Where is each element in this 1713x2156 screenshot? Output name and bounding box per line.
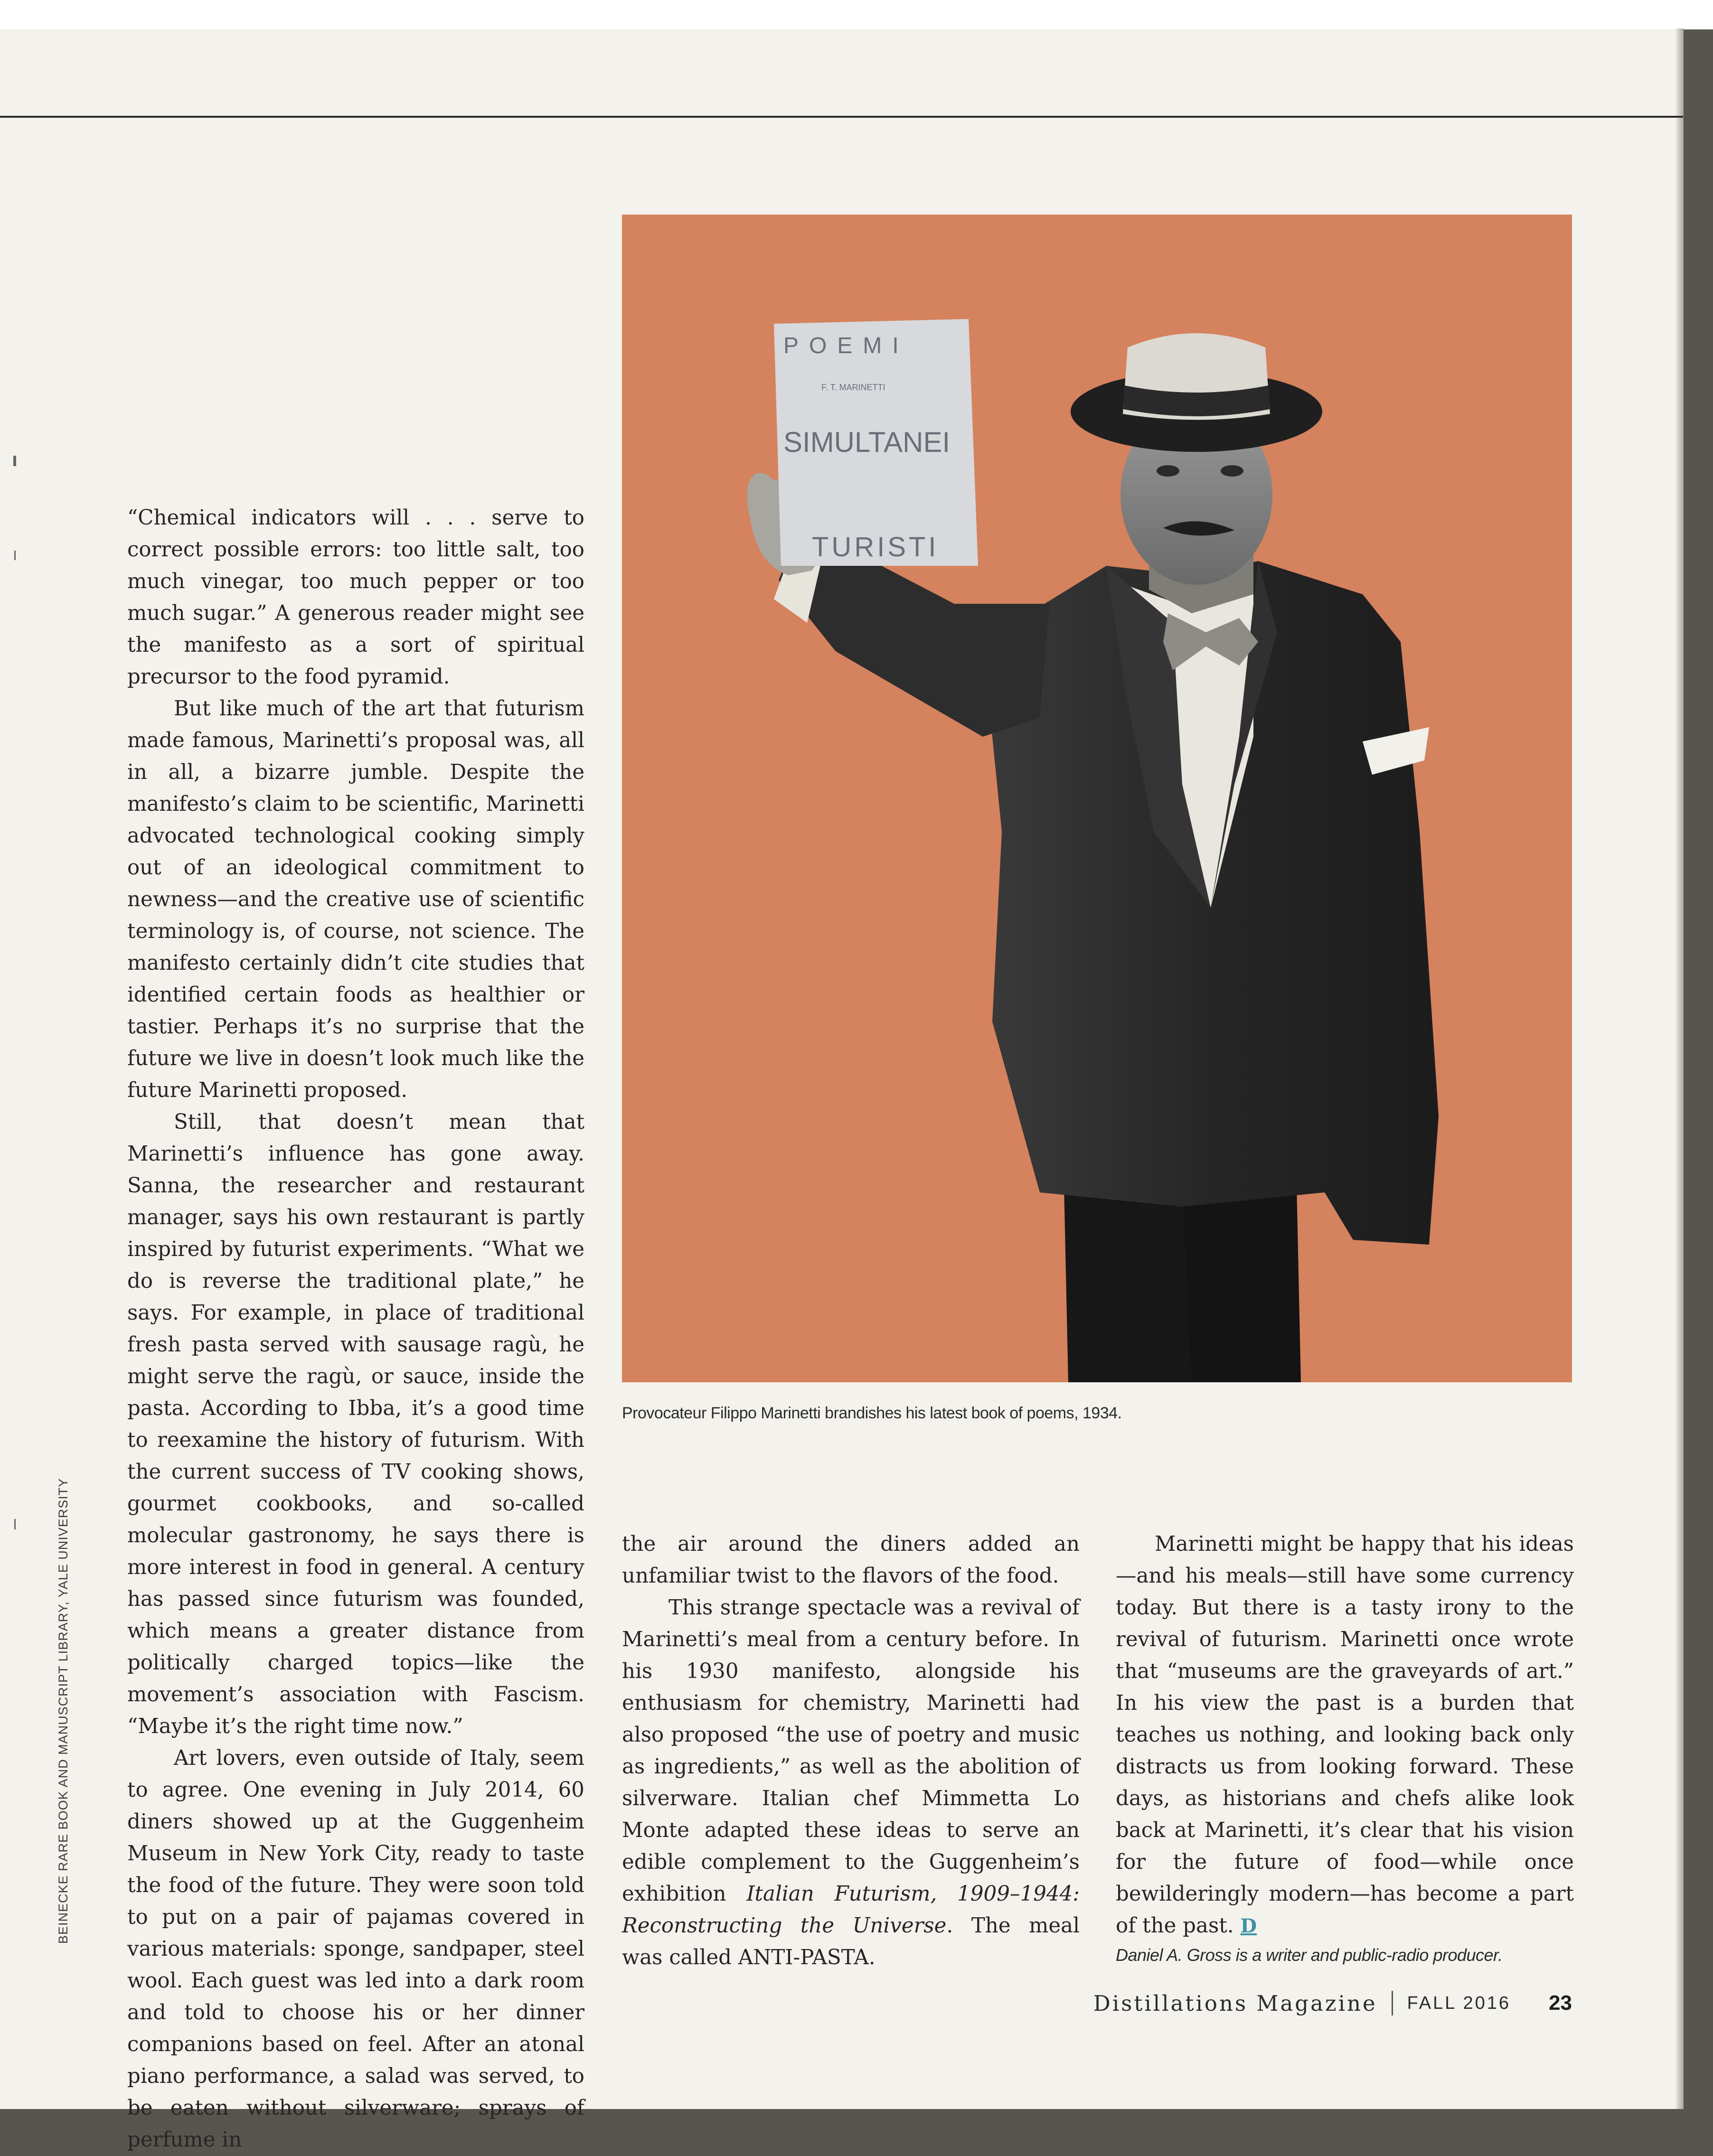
paragraph: “Chemical indicators will . . . serve to correct possible errors: too little salt, too much vinegar, too much pepper or too much sugar.” A generous reader might see the manifesto as a sort of spiritual precursor to the food pyramid. — [127, 506, 584, 689]
magazine-name: Distillations Magazine — [1093, 1990, 1377, 2016]
binding-mark — [14, 1519, 16, 1529]
book-title-simultanei: SIMULTANEI — [783, 426, 951, 458]
page-number: 23 — [1549, 1991, 1572, 2015]
paragraph: the air around the diners added an unfamiliar twist to the flavors of the food. — [622, 1532, 1080, 1588]
paragraph: This strange spectacle was a revival of Marinetti’s meal from a century before. In his 1930 manifesto, alongside his enthusiasm for chemistry, Marinetti had also proposed “the use of poetry and music as ingredients,” as well as the abolition of silverware. Italian chef Mimmetta Lo Monte adapted these ideas to serve an edible complement to the Guggenheim’s exhibition Italian Futurism, 1909–1944: Reconstructing the Universe. The meal was called ANTI-PASTA. — [622, 1596, 1080, 1969]
end-mark-icon: D — [1240, 1915, 1257, 1937]
marinetti-photo — [622, 215, 1572, 1382]
footer-divider — [1392, 1991, 1393, 2015]
book-cover — [774, 319, 978, 566]
binding-mark — [14, 551, 16, 560]
paragraph: Marinetti might be happy that his ideas—and his meals—still have some currency today. But there is a tasty irony to the revival of futurism. Marinetti once wrote that “museums are the graveyards of art.” In his view the past is a burden that teaches us nothing, and looking back only distracts us from looking forward. These days, as historians and chefs alike look back at Marinetti, it’s clear that his vision for the future of food—while once bewilderingly modern—has become a part of the past. D — [1116, 1532, 1574, 1938]
issue-label: FALL 2016 — [1407, 1993, 1511, 2013]
page-edge — [1676, 28, 1684, 2109]
photo-illustration — [622, 215, 1572, 1382]
exhibition-title: Italian Futurism, 1909–1944: Reconstructing the Universe — [622, 1882, 1080, 1938]
binding-mark — [13, 456, 16, 466]
photo-credit: BEINECKE RARE BOOK AND MANUSCRIPT LIBRARY, YALE UNIVERSITY — [56, 1478, 70, 1944]
article-column-3 — [1116, 1528, 1574, 1968]
author-byline: Daniel A. Gross is a writer and public-radio producer. — [1116, 1945, 1503, 1965]
book-title-futuristi: TURISTI — [812, 532, 939, 562]
book-author: F. T. MARINETTI — [821, 383, 885, 392]
article-column-1 — [127, 502, 584, 2156]
book-title-poemi: POEMI — [783, 333, 909, 358]
scan-top-margin — [0, 0, 1713, 29]
paragraph: Art lovers, even outside of Italy, seem to agree. One evening in July 2014, 60 diners showed up at the Guggenheim Museum in New York City, ready to taste the food of the future. They were soon told to put on a pair of pajamas covered in various materials: sponge, sandpaper, steel wool. Each guest was led into a dark room and told to choose his or her dinner companions based on feel. After an atonal piano performance, a salad was served, to be eaten without silverware; sprays of perfume in — [127, 1746, 584, 2152]
paragraph: But like much of the art that futurism made famous, Marinetti’s proposal was, all in all, a bizarre jumble. Despite the manifesto’s claim to be scientific, Marinetti advocated technological cooking simply out of an ideological commitment to newness—and the creative use of scientific terminology is, of course, not science. The manifesto certainly didn’t cite studies that identified certain foods as healthier or tastier. Perhaps it’s no surprise that the future we live in doesn’t look much like the future Marinetti proposed. — [127, 697, 584, 1102]
page-footer — [1092, 1989, 1572, 2017]
paragraph: Still, that doesn’t mean that Marinetti’s influence has gone away. Sanna, the researcher and restaurant manager, says his own restaurant is partly inspired by futurist experiments. “What we do is reverse the traditional plate,” he says. For example, in place of traditional fresh pasta served with sausage ragù, he might serve the ragù, or sauce, inside the pasta. According to Ibba, it’s a good time to reexamine the history of futurism. With the current success of TV cooking shows, gourmet cookbooks, and so-called molecular gastronomy, he says there is more interest in food in general. A century has passed since futurism was founded, which means a greater distance from politically charged topics—like the movement’s association with Fascism. “Maybe it’s the right time now.” — [127, 1110, 584, 1738]
photo-caption: Provocateur Filippo Marinetti brandishes his latest book of poems, 1934. — [622, 1404, 1122, 1422]
article-column-2 — [622, 1528, 1080, 1974]
header-rule — [0, 116, 1683, 118]
